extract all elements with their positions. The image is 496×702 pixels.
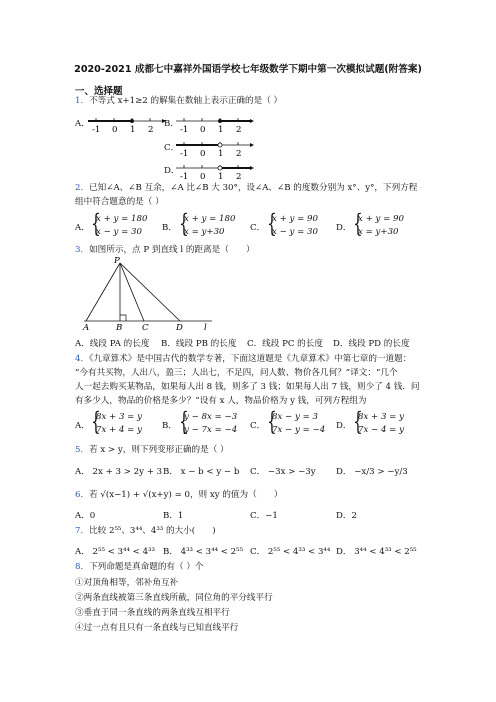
option-a-label: A． [75, 421, 90, 431]
option-d: D． 3⁴⁴ < 4³³ < 2⁵⁵ [336, 547, 417, 557]
point-p-label: P [114, 256, 120, 266]
equation-row: 7x − y = −4 [272, 425, 326, 435]
question-number: 4． [75, 354, 90, 364]
equation-row: 8x − y = 3 [272, 412, 318, 422]
question-2-line1 [75, 182, 417, 194]
number-line-d [174, 158, 254, 182]
question-text: 若 x > y，则下列变形正确的是（ ） [89, 445, 229, 455]
question-4-line3: 人一起去购买某物品，如果每人出 8 钱，则多了 3 钱；如果每人出 7 钱，则少了 4 钱．问 [75, 382, 420, 392]
question-7 [75, 525, 216, 537]
option-a: A．线段 PA 的长度 [75, 339, 150, 349]
option-c-label: C． [250, 223, 266, 233]
tick-label: 0 [200, 125, 206, 135]
question-number: 6． [75, 490, 90, 500]
option-a: A． 2⁵⁵ < 3⁴⁴ < 4³³ [75, 547, 155, 557]
tick-label: -1 [92, 125, 101, 135]
question-4-line4: 有多少人，物品的价格是多少？”设有 x 人，物品价格为 y 钱，可列方程组为 [75, 396, 367, 406]
equation-row: x + y = 90 [272, 214, 318, 224]
right-angle-mark [120, 315, 126, 321]
segment-pa [86, 263, 120, 321]
statement-item: ③垂直于同一条直线的两条直线互相平行 [75, 608, 230, 618]
number-line-c [174, 135, 254, 159]
tick-label: 2 [236, 125, 242, 135]
question-6 [75, 489, 282, 501]
option-a-label: A． [75, 119, 90, 129]
option-b: B． 4³³ < 3⁴⁴ < 2⁵⁵ [163, 547, 244, 557]
option-d-label: D． [164, 166, 180, 176]
tick-label: 2 [236, 172, 242, 182]
equation-row: y − 8x = −3 [184, 412, 238, 422]
question-text: 不等式 x+1≥2 的解集在数轴上表示正确的是（ ） [89, 96, 283, 106]
option-b-label: B． [162, 421, 177, 431]
question-5 [75, 444, 229, 456]
tick-label: 0 [200, 172, 206, 182]
option-d: D． −x/3 > −y/3 [336, 467, 408, 477]
question-number: 3． [75, 245, 90, 255]
option-a: A．0 [75, 511, 96, 521]
question-number: 2． [75, 183, 90, 193]
question-text: 若 √(x−1) + √(x+y) = 0，则 xy 的值为（ ） [89, 490, 283, 500]
tick-label: 2 [148, 125, 154, 135]
tick-label: -1 [180, 149, 189, 159]
tick-label: 1 [218, 149, 224, 159]
option-b-label: B． [164, 119, 179, 129]
tick-label: 1 [130, 125, 136, 135]
option-c: C．−1 [250, 511, 278, 521]
question-text: 如图所示，点 P 到直线 l 的距离是（ ） [89, 245, 255, 255]
statement-item: ①对顶角相等，邻补角互补 [75, 578, 179, 588]
segment-pd [120, 263, 180, 321]
statement-item: ④过一点有且只有一条直线与已知直线平行 [75, 623, 239, 633]
question-text: 下列命题是真命题的有（ ）个 [89, 562, 204, 572]
question-number: 8． [75, 562, 90, 572]
option-d-label: D． [336, 421, 352, 431]
equation-row: 8x + 3 = y [358, 412, 404, 422]
tick-label: -1 [180, 125, 189, 135]
tick-label: 0 [112, 125, 118, 135]
option-b: B． x − b < y − b [163, 467, 240, 477]
option-d: D．线段 PD 的长度 [333, 339, 410, 349]
equation-row: x = y+30 [358, 227, 399, 237]
point-c-label: C [142, 323, 149, 331]
equation-row: x = y+30 [184, 227, 225, 237]
question-2-line2: 组中符合题意的是（ ） [75, 197, 164, 207]
tick-label: 0 [200, 149, 206, 159]
question-number: 1． [75, 96, 90, 106]
option-b: B．1 [163, 511, 184, 521]
line-l-label: l [204, 323, 207, 331]
section-heading: 一、选择题 [75, 86, 123, 97]
question-4-line1 [75, 353, 411, 365]
option-b-label: B． [162, 223, 177, 233]
equation-row: x + y = 90 [358, 214, 404, 224]
number-line-b [174, 111, 254, 135]
equation-row: y − 7x = −4 [184, 425, 238, 435]
question-number: 5． [75, 445, 90, 455]
equation-row: x + y = 180 [96, 214, 148, 224]
option-d: D．2 [336, 511, 357, 521]
question-8 [75, 561, 204, 573]
option-c-label: C． [164, 143, 180, 153]
segment-pc [120, 263, 144, 321]
option-a: A． 2x + 3 > 2y + 3 [75, 467, 163, 477]
point-a-label: A [83, 323, 90, 331]
question-4-line2: “今有共买物，人出八，盈三；人出七，不足四，问人数、物价各几何？”译文：“几个 [75, 368, 398, 378]
option-d-label: D． [336, 223, 352, 233]
equation-row: 7x + 4 = y [96, 425, 142, 435]
tick-label: 1 [218, 125, 224, 135]
tick-label: 1 [218, 172, 224, 182]
tick-label: 2 [236, 149, 242, 159]
equation-row: x − y = 30 [96, 227, 142, 237]
question-text: 比较 2⁵⁵、3⁴⁴、4³³ 的大小( ) [89, 526, 216, 536]
option-a-label: A． [75, 223, 90, 233]
statement-item: ②两条直线被第三条直线所截，同位角的平分线平行 [75, 593, 273, 603]
equation-row: 7x − 4 = y [358, 425, 404, 435]
point-d-label: D [176, 323, 183, 331]
exam-title: 2020-2021 成都七中嘉祥外国语学校七年级数学下期中第一次模拟试题(附答案) [74, 64, 422, 75]
option-b: B．线段 PB 的长度 [161, 339, 237, 349]
equation-row: 8x + 3 = y [96, 412, 142, 422]
number-line-a [86, 111, 166, 135]
exam-page: 2020-2021 成都七中嘉祥外国语学校七年级数学下期中第一次模拟试题(附答案) 一、选择题 1．不等式 x+1≥2 的解集在数轴上表示正确的是（ ） A． -1 0 1 2 B． -1 0 1 2 C． -1 0 1 2 D． -1 0 1 2 2．已知∠A、∠B 互余，∠A 比∠B 大 30°，设∠A、∠B 的度数分别为 x°、y°，下列方程 组中符合题意的是（ ） A． { x + y = 180 x − y = 30 B． { x + y = 180 x = y+30 C． { x + y = 90 x − y = 30 D． { x + y = 90 x = y+30 3．如图所示，点 P 到直线 l 的距离是（ ） P A B C D l A．线段 PA 的长度 B．线段 PB 的长度 C．线段 PC 的长度 D．线段 PD 的长度 4．《九章算术》是中国古代的数学专著，下面这道题是《九章算术》中第七章的一道题： “今有共买物，人出八，盈三；人出七，不足四，问人数、物价各几何？”译文：“几个 人一起去购买某物品，如果每人出 8 钱，则多了 3 钱；如果每人出 7 钱，则少了 4 钱．问 有多少人，物品的价格是多少？”设有 x 人，物品价格为 y 钱，可列方程组为 A． { 8x + 3 = y 7x + 4 = y B． { y − 8x = −3 y − 7x = −4 C． { 8x − y = 3 7x − y = −4 D． { 8x + 3 = y 7x − 4 = y 5．若 x > y，则下列变形正确的是（ ） A． 2x + 3 > 2y + 3 B． x − b < y − b C． −3x > −3y D． −x/3 > −y/3 6．若 √(x−1) + √(x+y) = 0，则 xy 的值为（ ） A．0 B．1 C．−1 D．2 7．比较 2⁵⁵、3⁴⁴、4³³ 的大小( ) A． 2⁵⁵ < 3⁴⁴ < 4³³ B． 4³³ < 3⁴⁴ < 2⁵⁵ C． 2⁵⁵ < 4³³ < 3⁴⁴ D． 3⁴⁴ < 4³³ < 2⁵⁵ 8．下列命题是真命题的有（ ）个 ①对顶角相等，邻补角互补 ②两条直线被第三条直线所截，同位角的平分线平行 ③垂直于同一条直线的两条直线互相平行 ④过一点有且只有一条直线与已知直线平行 [0, 0, 496, 702]
option-c: C．线段 PC 的长度 [247, 339, 323, 349]
option-c: C． −3x > −3y [250, 467, 316, 477]
tick-label: -1 [180, 172, 189, 182]
equation-row: x − y = 30 [272, 227, 318, 237]
option-c: C． 2⁵⁵ < 4³³ < 3⁴⁴ [250, 547, 331, 557]
geometry-figure [80, 255, 220, 331]
question-text: 《九章算术》是中国古代的数学专著，下面这道题是《九章算术》中第七章的一道题： [89, 354, 412, 364]
question-number: 7． [75, 526, 90, 536]
option-c-label: C． [250, 421, 266, 431]
point-b-label: B [116, 323, 123, 331]
equation-row: x + y = 180 [184, 214, 236, 224]
question-text: 已知∠A、∠B 互余，∠A 比∠B 大 30°，设∠A、∠B 的度数分别为 x°、y°，下列方程 [89, 183, 418, 193]
question-1 [75, 95, 282, 107]
